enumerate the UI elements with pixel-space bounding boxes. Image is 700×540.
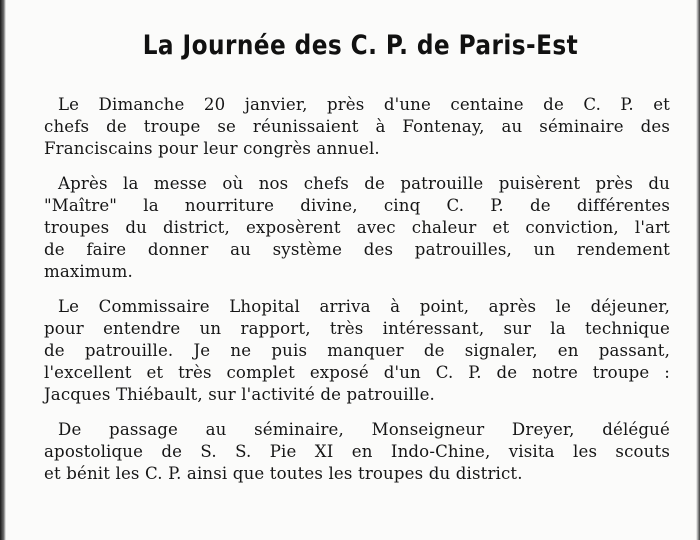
text-line: Le Dimanche 20 janvier, près d'une centaine de C. P. et bbox=[58, 95, 670, 114]
text-line: Après la messe où nos chefs de patrouille puisèrent près du bbox=[58, 174, 670, 193]
text-line: Franciscains pour leur congrès annuel. bbox=[44, 139, 380, 158]
text-line: Jacques Thiébault, sur l'activité de patrouille. bbox=[44, 385, 435, 404]
text-line: pour entendre un rapport, très intéressant, sur la technique bbox=[44, 319, 670, 338]
text-line: "Maître" la nourriture divine, cinq C. P. de différentes bbox=[44, 196, 670, 215]
article-title: La Journée des C. P. de Paris-Est bbox=[142, 30, 579, 61]
paragraph-1 bbox=[44, 94, 670, 160]
text-line: maximum. bbox=[44, 262, 133, 281]
text-line: troupes du district, exposèrent avec chaleur et conviction, l'art bbox=[44, 218, 670, 237]
text-line: et bénit les C. P. ainsi que toutes les troupes du district. bbox=[44, 464, 523, 483]
text-line: De passage au séminaire, Monseigneur Dreyer, délégué bbox=[58, 420, 670, 439]
text-line: de faire donner au système des patrouilles, un rendement bbox=[44, 240, 670, 259]
text-line: Le Commissaire Lhopital arriva à point, après le déjeuner, bbox=[58, 297, 670, 316]
text-line: apostolique de S. S. Pie XI en Indo-Chine, visita les scouts bbox=[44, 442, 670, 461]
text-line: l'excellent et très complet exposé d'un C. P. de notre troupe : bbox=[44, 363, 670, 382]
paragraph-3 bbox=[44, 296, 670, 406]
text-line: chefs de troupe se réunissaient à Fontenay, au séminaire des bbox=[44, 117, 670, 136]
text-line: de patrouille. Je ne puis manquer de signaler, en passant, bbox=[44, 341, 670, 360]
paragraph-4 bbox=[44, 419, 670, 485]
paragraph-2 bbox=[44, 173, 670, 283]
